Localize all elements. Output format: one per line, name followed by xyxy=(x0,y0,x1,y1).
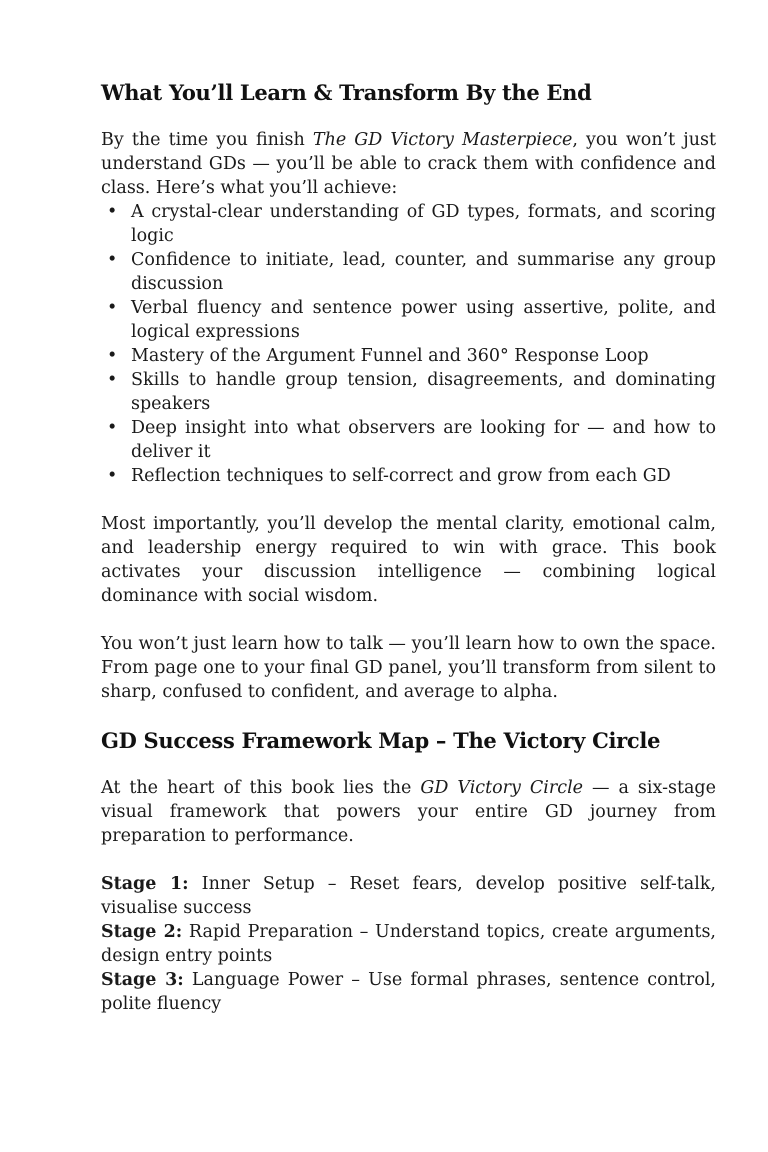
victory-intro-after: — a six-stage visual framework that powers your entire GD journey from preparation to performance. xyxy=(101,778,716,846)
framework-name: GD Victory Circle xyxy=(420,778,584,798)
list-item: • Skills to handle group tension, disagreements, and dominating speakers xyxy=(131,368,716,416)
intro-text-after: , you won’t just understand GDs — you’ll be able to crack them with confidence and class. Here’s what you’ll achieve: xyxy=(101,130,716,198)
victory-circle-intro xyxy=(101,776,716,848)
paragraph-most-importantly: Most importantly, you’ll develop the mental clarity, emotional calm, and leadership energy required to win with grace. This book activates your discussion intelligence — combining logical dominance with social wisdom. xyxy=(101,514,716,606)
victory-intro-before: At the heart of this book lies the xyxy=(101,778,421,798)
outcomes-list xyxy=(101,200,716,488)
list-item: • Confidence to initiate, lead, counter, and summarise any group discussion xyxy=(131,248,716,296)
stage-label: Stage 2: xyxy=(101,922,183,942)
list-item: • A crystal-clear understanding of GD types, formats, and scoring logic xyxy=(131,200,716,248)
section-heading-learn-transform: What You’ll Learn & Transform By the End xyxy=(101,80,592,105)
list-item: • Deep insight into what observers are looking for — and how to deliver it xyxy=(131,416,716,464)
book-title: The GD Victory Masterpiece xyxy=(312,130,573,150)
list-item: • Mastery of the Argument Funnel and 360° Response Loop xyxy=(131,344,716,368)
list-item: • Verbal fluency and sentence power using assertive, polite, and logical expressions xyxy=(131,296,716,344)
intro-paragraph xyxy=(101,128,716,200)
stage-text: Language Power – Use formal phrases, sentence control, polite fluency xyxy=(101,970,716,1014)
list-item: • Reflection techniques to self-correct and grow from each GD xyxy=(131,464,716,488)
stage-text: Inner Setup – Reset fears, develop positive self-talk, visualise success xyxy=(101,874,716,918)
stages-list xyxy=(101,872,716,1016)
section-heading-victory-circle: GD Success Framework Map – The Victory Circle xyxy=(101,728,661,753)
stage-item xyxy=(101,968,716,1016)
stage-text: Rapid Preparation – Understand topics, create arguments, design entry points xyxy=(101,922,716,966)
stage-item xyxy=(101,872,716,920)
stage-label: Stage 3: xyxy=(101,970,184,990)
stage-label: Stage 1: xyxy=(101,874,189,894)
intro-text-before: By the time you finish xyxy=(101,130,313,150)
page-content xyxy=(101,78,716,1016)
stage-item xyxy=(101,920,716,968)
paragraph-own-the-space: You won’t just learn how to talk — you’ll learn how to own the space. From page one to your final GD panel, you’ll transform from silent to sharp, confused to confident, and average to alpha. xyxy=(101,634,716,702)
